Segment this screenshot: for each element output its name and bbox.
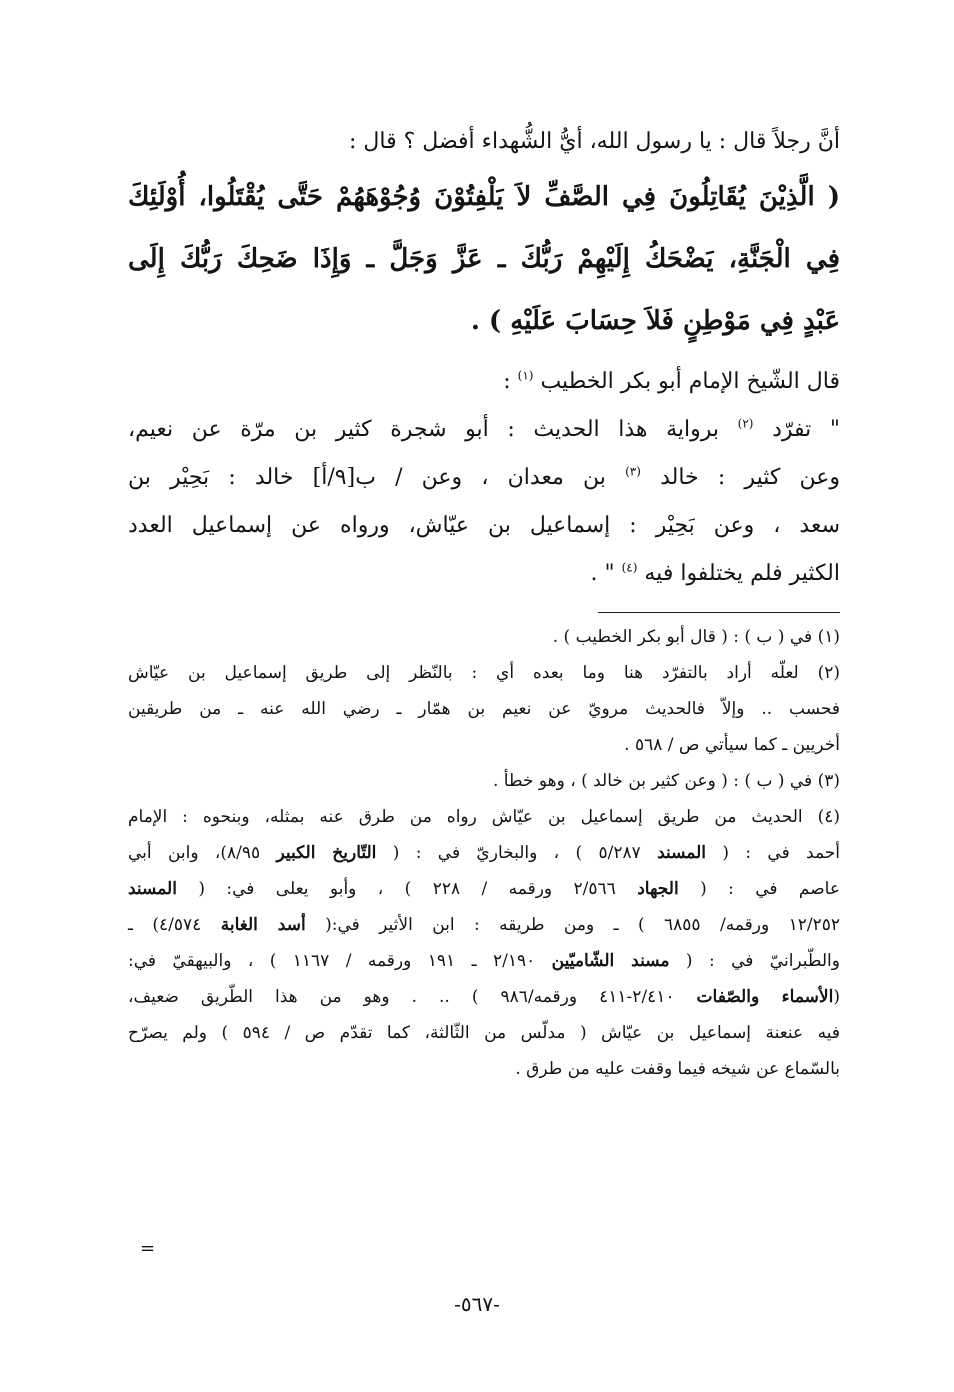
body-line: الكثير فلم يختلفوا فيه $^{(٤)}$ " . xyxy=(590,560,840,586)
body-line: سعد ، وعن بَحِيْر : إسماعيل بن عيّاش، ورواه عن إسماعيل العدد xyxy=(128,513,840,538)
footnote-separator xyxy=(598,612,840,613)
page-body xyxy=(128,118,840,1087)
hadith-text xyxy=(128,166,840,352)
footnote: (١) في ( ب ) : ( قال أبو بكر الخطيب ) . xyxy=(552,627,840,647)
footnote-line: والطّبرانيّ في : ( مسند الشّاميّين ٢/١٩٠ ـ ١٩١ ورقمه / ١١٦٧ ) ، والبيهقيّ في: xyxy=(128,951,840,971)
footnotes xyxy=(128,619,840,1087)
footnote: (٣) في ( ب ) : ( وعن كثير بن خالد ) ، وهو خطأ . xyxy=(493,771,840,791)
footnote-ref: (٤) xyxy=(621,560,638,575)
footnote-ref: (١) xyxy=(517,368,534,383)
footnote-line: بالسّماع عن شيخه فيما وقفت عليه من طرق . xyxy=(515,1059,840,1079)
footnote: (٤) الحديث من طريق إسماعيل بن عيّاش رواه من طرق عنه بمثله، وبنحوه : الإمام xyxy=(128,807,840,827)
hadith-line: فِي الْجَنَّةِ، يَضْحَكُ إِلَيْهِمْ رَبُّكَ ـ عَزَّ وَجَلَّ ـ وَإِذَا ضَحِكَ رَبُّكَ إِلَى xyxy=(128,244,840,274)
body-line: " تفرّد $^{(٢)}$ برواية هذا الحديث : أبو شجرة كثير بن مرّة عن نعيم، xyxy=(128,416,841,442)
footnote-ref: (٢) xyxy=(737,416,754,431)
continuation-mark: = xyxy=(140,1238,156,1259)
hadith-line: ( الَّذِيْنَ يُقَاتِلُونَ فِي الصَّفِّ لاَ يَلْفِتُوْنَ وُجُوْهَهُمْ حَتَّى يُقْتَلُوا، أُوْلَئِكَ xyxy=(128,182,840,212)
footnote-line: عاصم في : ( الجهاد ٢/٥٦٦ ورقمه / ٢٢٨ ) ، وأبو يعلى في: ( المسند xyxy=(128,879,840,899)
body-line: أنَّ رجلاً قال : يا رسول الله، أيُّ الشُّهداء أفضل ؟ قال : xyxy=(349,129,840,154)
footnote: (٢) لعلّه أراد بالتفرّد هنا وما بعده أي : بالنّظر إلى طريق إسماعيل بن عيّاش xyxy=(128,663,840,683)
page-number: -٥٦٧- xyxy=(454,1292,500,1316)
footnote-line: أخريين ـ كما سيأتي ص / ٥٦٨ . xyxy=(624,735,840,755)
footnote-line: فحسب .. وإلاّ فالحديث مرويّ عن نعيم بن همّار ـ رضي الله عنه ـ من طريقين xyxy=(128,699,840,719)
footnote-line: فيه عنعنة إسماعيل بن عيّاش ( مدلّس من الثّالثة، كما تقدّم ص / ٥٩٤ ) ولم يصرّح xyxy=(128,1023,841,1043)
body-line: قال الشّيخ الإمام أبو بكر الخطيب $^{(١)}$ : xyxy=(503,368,840,394)
footnote-ref: (٣) xyxy=(625,464,641,479)
footnote-line: ١٢/٢٥٢ ورقمه/ ٦٨٥٥ ) ـ ومن طريقه : ابن الأثير في:( أسد الغابة ٤/٥٧٤) ـ xyxy=(128,915,840,935)
footnote-line: (الأسماء والصّفات ٢/٤١٠-٤١١ ورقمه/٩٨٦ ) .. . وهو من هذا الطّريق ضعيف، xyxy=(128,987,840,1007)
hadith-line: عَبْدٍ فِي مَوْطِنٍ فَلاَ حِسَابَ عَلَيْهِ ) . xyxy=(470,306,840,336)
body-line: وعن كثير : خالد $^{(٣)}$ بن معدان ، وعن / ب[٩/أ] خالد : بَحِيْر بن xyxy=(128,464,840,490)
footnote-line: أحمد في : ( المسند ٥/٢٨٧ ) ، والبخاريّ في : ( التّاريخ الكبير ٨/٩٥)، وابن أبي xyxy=(128,843,841,863)
